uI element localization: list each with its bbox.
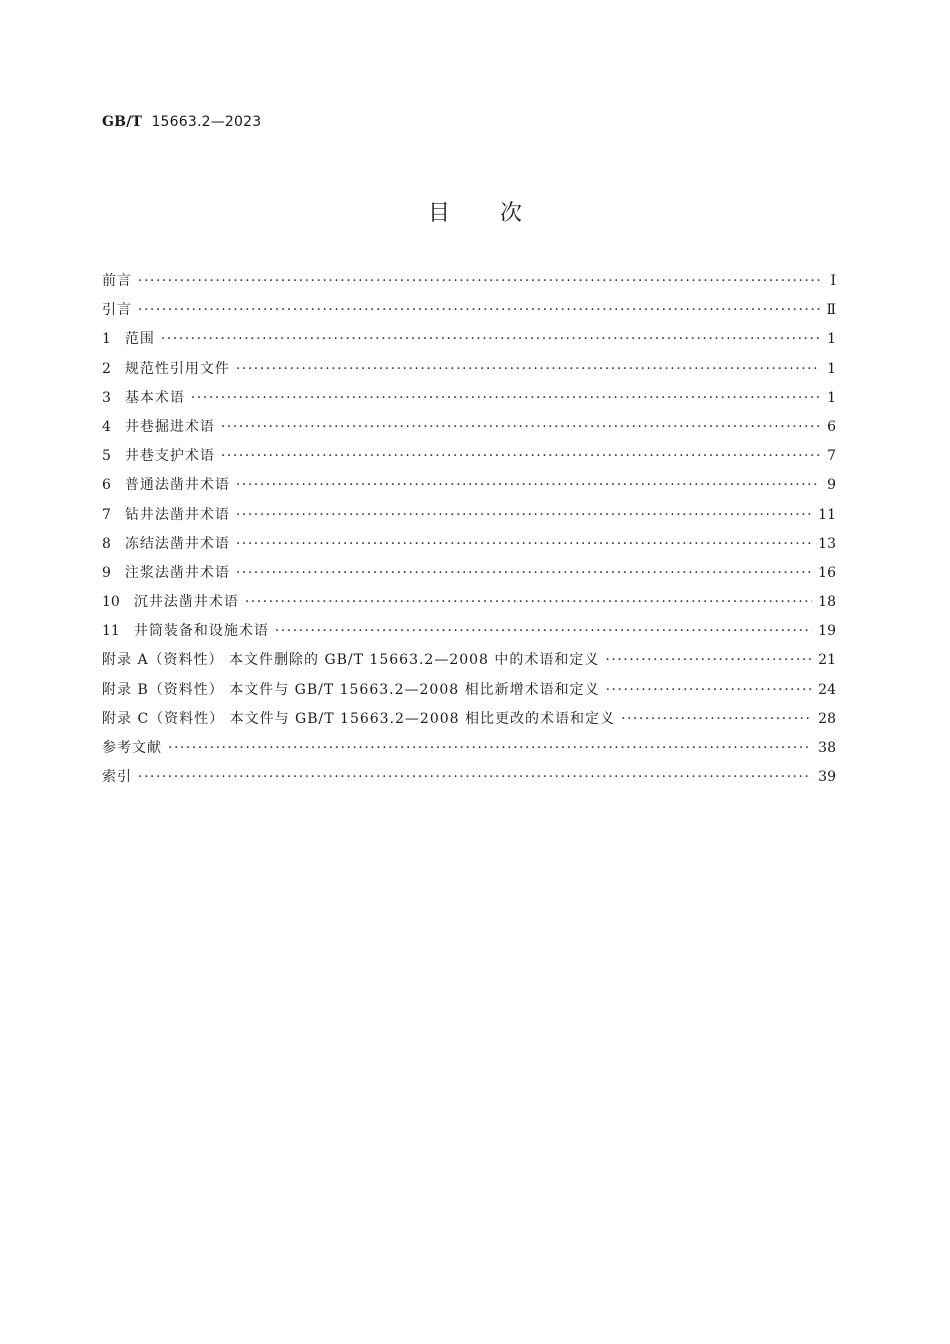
toc-entry-text: 前言: [102, 273, 132, 289]
toc-dot-leader: [161, 331, 820, 347]
toc-entry-label: [102, 328, 155, 348]
toc-entry-label: [102, 737, 162, 757]
toc-entry-label: [102, 270, 132, 290]
toc-entry-label: [102, 533, 230, 553]
toc-entry-label: [102, 358, 230, 378]
toc-entry-label: [102, 679, 600, 699]
toc-entry-text: 范围: [124, 331, 155, 348]
toc-entry-text: 附录 A（资料性） 本文件删除的 GB/T 15663.2—2008 中的术语和定义: [102, 652, 600, 669]
toc-entry-text: 井巷支护术语: [124, 448, 215, 465]
toc-entry[interactable]: [102, 679, 836, 708]
toc-entry[interactable]: [102, 708, 836, 737]
toc-entry-number: 11: [102, 623, 120, 640]
toc-entry[interactable]: [102, 270, 836, 299]
toc-entry-text: 冻结法凿井术语: [124, 535, 230, 552]
table-of-contents: [102, 270, 836, 795]
toc-dot-leader: [221, 448, 820, 464]
toc-entry-label: [102, 387, 185, 407]
toc-entry-label: [102, 299, 132, 319]
toc-entry[interactable]: [102, 533, 836, 562]
toc-page-number: 24: [818, 681, 836, 698]
toc-page-number: 39: [818, 769, 836, 786]
toc-dot-leader: [191, 390, 820, 406]
toc-dot-leader: [606, 682, 813, 698]
toc-dot-leader: [236, 507, 812, 523]
toc-entry-label: [102, 562, 230, 582]
toc-entry-number: 6: [102, 477, 111, 494]
toc-entry-number: 9: [102, 564, 111, 581]
toc-entry-number: 8: [102, 535, 111, 552]
toc-entry-label: [102, 474, 230, 494]
toc-dot-leader: [621, 711, 812, 727]
toc-entry-text: 引言: [102, 302, 132, 319]
toc-entry-label: [102, 620, 269, 640]
toc-entry[interactable]: [102, 591, 836, 620]
toc-entry[interactable]: [102, 766, 836, 795]
toc-entry-label: [102, 708, 615, 728]
toc-page-number: 11: [818, 506, 836, 523]
toc-dot-leader: [138, 273, 820, 289]
toc-entry-label: [102, 766, 132, 786]
toc-dot-leader: [245, 594, 812, 610]
toc-page-number: 19: [818, 623, 836, 640]
toc-entry-number: 4: [102, 418, 111, 435]
toc-entry-text: 普通法凿井术语: [124, 477, 230, 494]
toc-entry[interactable]: [102, 620, 836, 649]
toc-dot-leader: [138, 769, 812, 785]
toc-entry[interactable]: [102, 474, 836, 503]
toc-entry-text: 井筒装备和设施术语: [133, 623, 269, 640]
toc-entry-label: [102, 416, 215, 436]
toc-dot-leader: [275, 623, 812, 639]
toc-entry[interactable]: [102, 328, 836, 357]
toc-entry[interactable]: [102, 387, 836, 416]
page-title: 目次: [427, 201, 572, 226]
document-code-number: 15663.2—2023: [151, 114, 262, 130]
toc-page-number: 38: [818, 740, 836, 756]
toc-entry[interactable]: [102, 299, 836, 328]
toc-entry-text: 注浆法凿井术语: [124, 564, 230, 581]
toc-dot-leader: [236, 477, 820, 493]
toc-entry-text: 附录 B（资料性） 本文件与 GB/T 15663.2—2008 相比新增术语和定义: [102, 681, 600, 698]
toc-dot-leader: [168, 740, 812, 756]
toc-page-number: 1: [827, 360, 836, 377]
toc-entry-text: 沉井法凿井术语: [133, 594, 239, 611]
toc-page-number: 13: [818, 535, 836, 552]
toc-page-number: 18: [818, 594, 836, 611]
toc-entry-text: 钻井法凿井术语: [124, 506, 230, 523]
toc-page-number: 6: [827, 418, 836, 435]
toc-entry[interactable]: [102, 445, 836, 474]
toc-entry[interactable]: [102, 737, 836, 766]
toc-entry[interactable]: [102, 358, 836, 387]
toc-entry[interactable]: [102, 649, 836, 678]
toc-dot-leader: [236, 565, 812, 581]
toc-page-number: Ⅱ: [826, 302, 836, 319]
toc-dot-leader: [236, 361, 820, 377]
toc-page-number: 28: [818, 710, 836, 727]
toc-dot-leader: [605, 652, 812, 668]
toc-page-number: 21: [818, 652, 836, 669]
toc-entry-label: [102, 504, 230, 524]
toc-entry-number: 10: [102, 594, 120, 611]
toc-entry-text: 规范性引用文件: [124, 360, 230, 377]
toc-dot-leader: [221, 419, 820, 435]
toc-entry-text: 井巷掘进术语: [124, 418, 215, 435]
toc-entry[interactable]: [102, 416, 836, 445]
document-code: [102, 114, 261, 130]
toc-entry-text: 索引: [102, 769, 132, 786]
toc-page-number: Ⅰ: [830, 273, 836, 289]
toc-entry-number: 3: [102, 389, 111, 406]
toc-entry-text: 参考文献: [102, 740, 162, 756]
toc-dot-leader: [236, 536, 812, 552]
document-code-prefix: GB/T: [102, 114, 143, 130]
toc-entry-text: 基本术语: [124, 389, 185, 406]
toc-entry-number: 1: [102, 331, 111, 348]
toc-page-number: 1: [827, 331, 836, 348]
toc-page-number: 16: [818, 564, 836, 581]
toc-entry-label: [102, 649, 599, 669]
toc-page-number: 9: [827, 477, 836, 494]
toc-entry-number: 5: [102, 448, 111, 465]
toc-entry-label: [102, 445, 215, 465]
toc-page-number: 7: [827, 448, 836, 465]
toc-entry-text: 附录 C（资料性） 本文件与 GB/T 15663.2—2008 相比更改的术语和定义: [102, 710, 616, 727]
toc-entry-number: 7: [102, 506, 111, 523]
toc-entry-number: 2: [102, 360, 111, 377]
toc-dot-leader: [138, 302, 820, 318]
toc-page-number: 1: [827, 389, 836, 406]
toc-entry-label: [102, 591, 239, 611]
toc-entry[interactable]: [102, 504, 836, 533]
toc-entry[interactable]: [102, 562, 836, 591]
